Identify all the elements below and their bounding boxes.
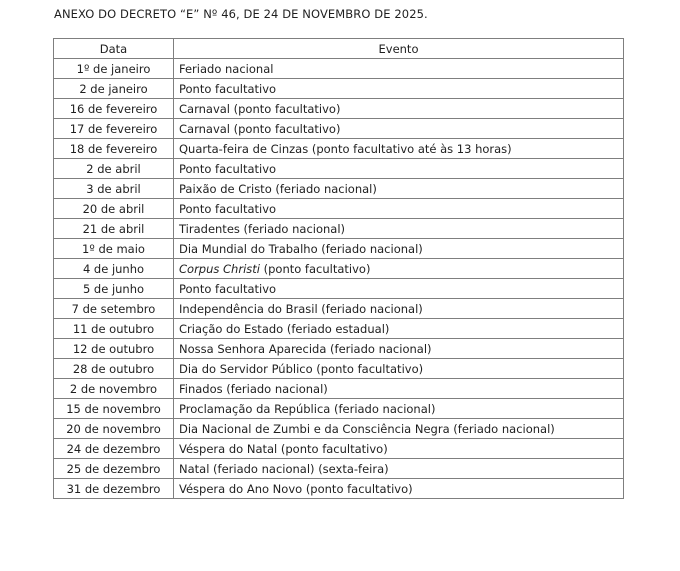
cell-date: 2 de novembro (54, 379, 174, 399)
table-header-row (54, 39, 624, 59)
cell-event: Nossa Senhora Aparecida (feriado nacional) (174, 339, 624, 359)
cell-event: Carnaval (ponto facultativo) (174, 99, 624, 119)
cell-date: 20 de novembro (54, 419, 174, 439)
cell-date: 15 de novembro (54, 399, 174, 419)
table-row (54, 399, 624, 419)
cell-event: Feriado nacional (174, 59, 624, 79)
cell-date: 24 de dezembro (54, 439, 174, 459)
cell-date: 20 de abril (54, 199, 174, 219)
event-text: (ponto facultativo) (259, 261, 371, 276)
cell-date: 21 de abril (54, 219, 174, 239)
table-row (54, 379, 624, 399)
table-row (54, 259, 624, 279)
cell-date: 31 de dezembro (54, 479, 174, 499)
holiday-table-container (53, 38, 623, 499)
cell-event: Criação do Estado (feriado estadual) (174, 319, 624, 339)
table-row (54, 59, 624, 79)
cell-event: Natal (feriado nacional) (sexta-feira) (174, 459, 624, 479)
cell-date: 3 de abril (54, 179, 174, 199)
cell-event: Véspera do Ano Novo (ponto facultativo) (174, 479, 624, 499)
table-row (54, 459, 624, 479)
table-row (54, 139, 624, 159)
table-row (54, 279, 624, 299)
cell-date: 25 de dezembro (54, 459, 174, 479)
table-row (54, 99, 624, 119)
cell-event: Carnaval (ponto facultativo) (174, 119, 624, 139)
column-header-data: Data (54, 39, 174, 59)
cell-event: Paixão de Cristo (feriado nacional) (174, 179, 624, 199)
cell-date: 12 de outubro (54, 339, 174, 359)
cell-date: 16 de fevereiro (54, 99, 174, 119)
table-row (54, 79, 624, 99)
cell-date: 4 de junho (54, 259, 174, 279)
cell-date: 28 de outubro (54, 359, 174, 379)
cell-date: 17 de fevereiro (54, 119, 174, 139)
cell-event: Ponto facultativo (174, 159, 624, 179)
cell-date: 1º de maio (54, 239, 174, 259)
table-row (54, 359, 624, 379)
table-row (54, 239, 624, 259)
cell-event: Dia Mundial do Trabalho (feriado nacional) (174, 239, 624, 259)
cell-date: 11 de outubro (54, 319, 174, 339)
cell-date: 2 de janeiro (54, 79, 174, 99)
table-row (54, 119, 624, 139)
table-row (54, 339, 624, 359)
cell-event: Dia Nacional de Zumbi e da Consciência Negra (feriado nacional) (174, 419, 624, 439)
table-row (54, 159, 624, 179)
table-row (54, 179, 624, 199)
cell-event: Véspera do Natal (ponto facultativo) (174, 439, 624, 459)
table-row (54, 319, 624, 339)
cell-event: Ponto facultativo (174, 279, 624, 299)
cell-event: Independência do Brasil (feriado nacional) (174, 299, 624, 319)
cell-event: Quarta-feira de Cinzas (ponto facultativo até às 13 horas) (174, 139, 624, 159)
cell-event: Proclamação da República (feriado nacional) (174, 399, 624, 419)
column-header-evento: Evento (174, 39, 624, 59)
cell-date: 1º de janeiro (54, 59, 174, 79)
table-row (54, 439, 624, 459)
cell-date: 5 de junho (54, 279, 174, 299)
table-row (54, 199, 624, 219)
cell-event: Ponto facultativo (174, 199, 624, 219)
cell-date: 2 de abril (54, 159, 174, 179)
cell-date: 18 de fevereiro (54, 139, 174, 159)
table-row (54, 479, 624, 499)
table-body (54, 59, 624, 499)
cell-event: Ponto facultativo (174, 79, 624, 99)
event-italic-term: Corpus Christi (179, 261, 260, 276)
table-row (54, 219, 624, 239)
page-title: ANEXO DO DECRETO “E” Nº 46, DE 24 DE NOVEMBRO DE 2025. (54, 7, 428, 21)
holiday-table (53, 38, 624, 499)
cell-event: Dia do Servidor Público (ponto facultativo) (174, 359, 624, 379)
cell-event: Finados (feriado nacional) (174, 379, 624, 399)
cell-date: 7 de setembro (54, 299, 174, 319)
cell-event (174, 259, 624, 279)
table-header (54, 39, 624, 59)
table-row (54, 299, 624, 319)
table-row (54, 419, 624, 439)
cell-event: Tiradentes (feriado nacional) (174, 219, 624, 239)
